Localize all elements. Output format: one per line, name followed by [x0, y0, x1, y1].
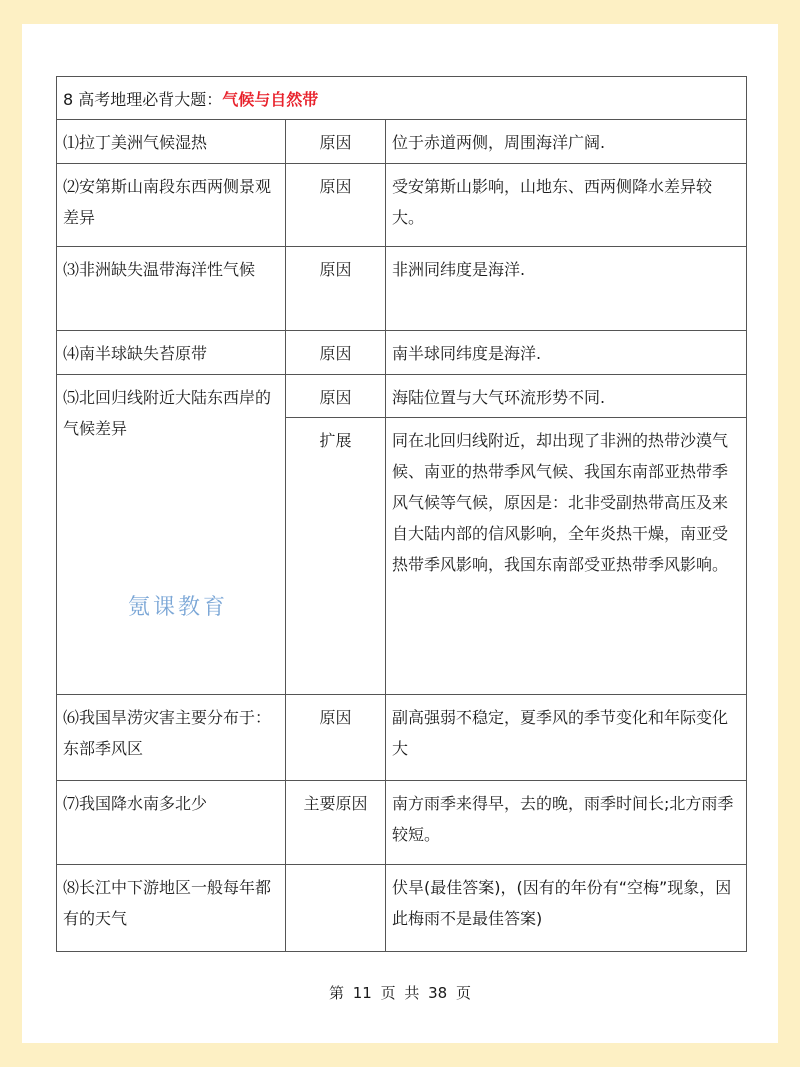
label-cell: 主要原因: [286, 781, 386, 865]
label-cell: 原因: [286, 247, 386, 331]
label-cell: 扩展: [286, 418, 386, 695]
question-cell: ⑸北回归线附近大陆东西岸的气候差异: [57, 375, 286, 695]
label-cell: [286, 865, 386, 952]
title-prefix: 8 高考地理必背大题：: [63, 90, 223, 109]
answer-cell: 南方雨季来得早，去的晚，雨季时间长;北方雨季较短。: [386, 781, 747, 865]
table-header-row: [57, 77, 747, 120]
question-cell: ⑵安第斯山南段东西两侧景观差异: [57, 164, 286, 247]
table-row: [57, 331, 747, 375]
label-cell: 原因: [286, 120, 386, 164]
answer-cell: 海陆位置与大气环流形势不同.: [386, 375, 747, 418]
label-cell: 原因: [286, 164, 386, 247]
label-cell: 原因: [286, 331, 386, 375]
table-row: [57, 695, 747, 781]
answer-cell: 非洲同纬度是海洋.: [386, 247, 747, 331]
question-cell: ⑹我国旱涝灾害主要分布于：东部季风区: [57, 695, 286, 781]
answer-cell: 伏旱(最佳答案)，(因有的年份有“空梅”现象，因此梅雨不是最佳答案): [386, 865, 747, 952]
label-cell: 原因: [286, 695, 386, 781]
document-page: [22, 24, 778, 1043]
answer-cell: 副高强弱不稳定，夏季风的季节变化和年际变化大: [386, 695, 747, 781]
question-cell: ⑻长江中下游地区一般每年都有的天气: [57, 865, 286, 952]
answer-cell: 位于赤道两侧，周围海洋广阔.: [386, 120, 747, 164]
watermark: 氪课教育: [128, 595, 229, 620]
answer-cell: 受安第斯山影响，山地东、西两侧降水差异较大。: [386, 164, 747, 247]
table-row: [57, 865, 747, 952]
table-row: [57, 247, 747, 331]
table-title: [57, 77, 747, 120]
question-cell: ⑷南半球缺失苔原带: [57, 331, 286, 375]
page-footer: 第 11 页 共 38 页: [328, 984, 471, 1002]
climate-table: [56, 76, 747, 952]
question-cell: ⑺我国降水南多北少: [57, 781, 286, 865]
table-row: [57, 164, 747, 247]
title-topic: 气候与自然带: [222, 90, 319, 109]
table-row: [57, 781, 747, 865]
table-row: [57, 120, 747, 164]
question-cell: ⑴拉丁美洲气候湿热: [57, 120, 286, 164]
table-row: [57, 375, 747, 418]
answer-cell: 南半球同纬度是海洋.: [386, 331, 747, 375]
label-cell: 原因: [286, 375, 386, 418]
question-cell: ⑶非洲缺失温带海洋性气候: [57, 247, 286, 331]
answer-cell: 同在北回归线附近，却出现了非洲的热带沙漠气候、南亚的热带季风气候、我国东南部亚热带季风气候等气候，原因是：北非受副热带高压及来自大陆内部的信风影响，全年炎热干燥，南亚受热带季风影响，我国东南部受亚热带季风影响。: [386, 418, 747, 695]
